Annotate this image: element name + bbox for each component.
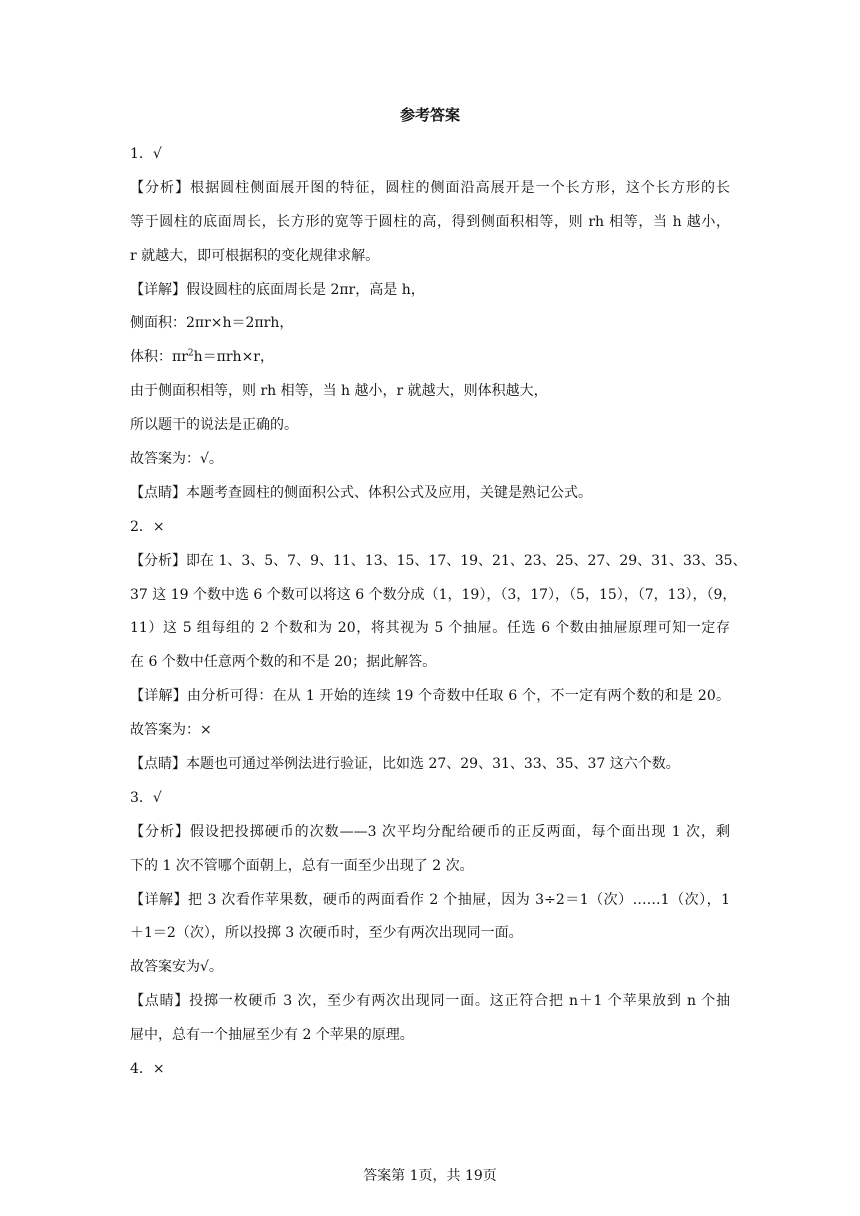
- text-line: 由于侧面积相等，则 rh 相等，当 h 越小，r 就越大，则体积越大，: [130, 383, 548, 400]
- text-line: 故答案为：×: [130, 722, 212, 739]
- formula-exponent: 2: [187, 348, 194, 359]
- text-line: 侧面积：2πr×h＝2πrh，: [130, 315, 294, 332]
- text-line: 2．×: [130, 518, 165, 535]
- text-line: 【详解】由分析可得：在从 1 开始的连续 19 个奇数中任取 6 个，不一定有两个数的和是 20。: [130, 688, 730, 705]
- text-line: 1．√: [130, 146, 162, 162]
- text-line: 11）这 5 组每组的 2 个数和为 20，将其视为 5 个抽屉。任选 6 个数由抽屉原理可知一定存: [130, 620, 730, 637]
- volume-formula-line: [130, 341, 730, 375]
- text-line: 故答案安为√。: [130, 959, 223, 976]
- text-line: 【分析】即在 1、3、5、7、9、11、13、15、17、19、21、23、25、27、29、31、33、35、: [130, 552, 747, 569]
- text-line: 所以题干的说法是正确的。: [130, 417, 298, 434]
- text-line: 【点睛】投掷一枚硬币 3 次，至少有两次出现同一面。这正符合把 n＋1 个苹果放到 n 个抽: [130, 993, 730, 1010]
- text-line: 【详解】假设圆柱的底面周长是 2πr，高是 h，: [130, 281, 425, 298]
- text-line: 等于圆柱的底面周长，长方形的宽等于圆柱的高，得到侧面积相等，则 rh 相等，当 h 越小，: [130, 213, 730, 230]
- text-line: 在 6 个数中任意两个数的和不是 20；据此解答。: [130, 654, 437, 671]
- text-line: 4．×: [130, 1061, 165, 1078]
- text-line: 3．√: [130, 789, 162, 806]
- text-line: 故答案为：√。: [130, 451, 223, 468]
- page-title: 参考答案: [399, 106, 460, 124]
- text-line: 下的 1 次不管哪个面朝上，总有一面至少出现了 2 次。: [130, 857, 474, 874]
- page-footer: 答案第 1页，共 19页: [363, 1168, 497, 1184]
- text-line: 37 这 19 个数中选 6 个数可以将这 6 个数分成（1，19），（3，17），（5，15），（7，13），（9，: [130, 586, 737, 603]
- text-line: 【分析】假设把投掷硬币的次数——3 次平均分配给硬币的正反两面，每个面出现 1 次，剩: [130, 823, 730, 840]
- text-line: 【分析】根据圆柱侧面展开图的特征，圆柱的侧面沿高展开是一个长方形，这个长方形的长: [130, 179, 730, 196]
- answer-content: [130, 138, 747, 1087]
- text-line: 【详解】把 3 次看作苹果数，硬币的两面看作 2 个抽屉，因为 3÷2＝1（次）……1（次），1: [130, 891, 730, 908]
- formula-prefix: 体积：πr: [130, 349, 188, 366]
- text-line: 屉中，总有一个抽屉至少有 2 个苹果的原理。: [130, 1027, 414, 1044]
- text-line: 【点睛】本题考查圆柱的侧面积公式、体积公式及应用，关键是熟记公式。: [130, 484, 592, 501]
- text-line: 【点睛】本题也可通过举例法进行验证，比如选 27、29、31、33、35、37 这六个数。: [130, 756, 680, 773]
- text-line: ＋1＝2（次），所以投掷 3 次硬币时，至少有两次出现同一面。: [130, 925, 523, 942]
- text-line: r 就越大，即可根据积的变化规律求解。: [130, 247, 380, 264]
- formula-suffix: h＝πrh×r，: [193, 349, 274, 366]
